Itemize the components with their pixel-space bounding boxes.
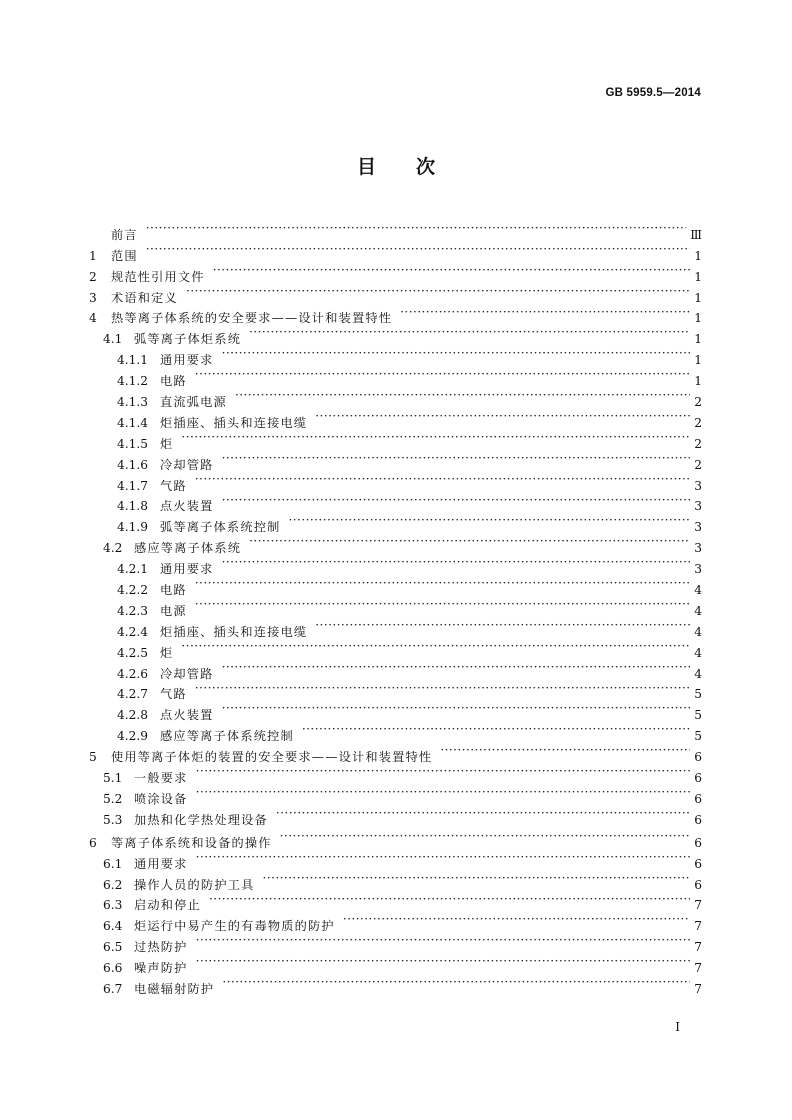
toc-leader-dots — [289, 510, 691, 531]
toc-entry-number: 3 — [89, 290, 97, 305]
toc-entry-label: 热等离子体系统的安全要求——设计和装置特性 — [111, 311, 393, 326]
toc-entry-number: 6.7 — [103, 981, 123, 996]
toc-entry-label: 一般要求 — [134, 771, 188, 786]
toc-entry-label: 气路 — [160, 687, 187, 702]
toc-leader-dots — [440, 740, 690, 761]
toc-leader-dots — [222, 972, 690, 993]
toc-leader-dots — [249, 531, 690, 552]
toc-entry-page: 1 — [694, 269, 702, 284]
toc-entry-page: 4 — [694, 583, 702, 598]
toc-leader-dots — [235, 385, 690, 406]
toc-entry-page: 6 — [694, 835, 702, 850]
toc-entry-label: 炬 — [160, 436, 174, 451]
toc-leader-dots — [195, 594, 690, 615]
toc-entry[interactable] — [89, 239, 702, 263]
toc-entry-number: 4.1.4 — [117, 415, 149, 430]
toc-entry-number: 5.1 — [103, 771, 123, 786]
toc-entry-label: 直流弧电源 — [160, 395, 227, 410]
toc-entry-label: 炬插座、插头和连接电缆 — [160, 624, 308, 639]
toc-entry-label: 气路 — [160, 478, 187, 493]
toc-entry-number: 4 — [89, 311, 97, 326]
toc-entry-page: 7 — [694, 898, 702, 913]
toc-entry-number: 4.2.2 — [117, 583, 149, 598]
toc-entry-page: 4 — [694, 603, 702, 618]
toc-leader-dots — [222, 698, 690, 719]
toc-entry-page: 5 — [694, 729, 702, 744]
toc-leader-dots — [222, 657, 690, 678]
toc-entry-page: 6 — [694, 877, 702, 892]
toc-entry-page: 1 — [694, 290, 702, 305]
toc-entry-label: 炬运行中易产生的有毒物质的防护 — [134, 919, 335, 934]
toc-entry-page: 1 — [694, 311, 702, 326]
toc-entry-label: 规范性引用文件 — [111, 269, 205, 284]
toc-entry-label: 电磁辐射防护 — [134, 981, 215, 996]
toc-entry-page: 5 — [694, 687, 702, 702]
toc-leader-dots — [222, 552, 690, 573]
toc-entry-page: 1 — [694, 332, 702, 347]
toc-leader-dots — [222, 343, 690, 364]
toc-entry-number: 4.2.6 — [117, 666, 149, 681]
table-of-contents — [89, 218, 702, 996]
toc-entry-page: 6 — [694, 750, 702, 765]
toc-leader-dots — [196, 761, 690, 782]
toc-entry-page: 2 — [694, 457, 702, 472]
toc-entry-page: 2 — [694, 436, 702, 451]
toc-entry[interactable] — [89, 427, 702, 451]
toc-entry-label: 前言 — [111, 227, 138, 242]
toc-entry-label: 通用要求 — [134, 856, 188, 871]
toc-entry-number: 4.1.5 — [117, 436, 149, 451]
toc-entry-number: 6.4 — [103, 919, 123, 934]
toc-entry-label: 点火装置 — [160, 708, 214, 723]
toc-entry-label: 弧等离子体系统控制 — [160, 520, 281, 535]
toc-entry-number: 4.2.8 — [117, 708, 149, 723]
toc-entry-number: 2 — [89, 269, 97, 284]
toc-entry-number: 4.2.3 — [117, 603, 149, 618]
toc-leader-dots — [263, 868, 691, 889]
toc-entry-label: 加热和化学热处理设备 — [134, 812, 268, 827]
toc-leader-dots — [186, 281, 690, 302]
toc-entry-number: 4.2.9 — [117, 729, 149, 744]
toc-entry-page: 4 — [694, 624, 702, 639]
toc-entry-page: 3 — [694, 562, 702, 577]
toc-leader-dots — [196, 782, 690, 803]
toc-entry[interactable] — [89, 448, 702, 472]
toc-entry-page: 3 — [694, 520, 702, 535]
toc-entry-label: 感应等离子体系统 — [134, 541, 242, 556]
toc-entry-label: 感应等离子体系统控制 — [160, 729, 294, 744]
toc-leader-dots — [315, 615, 690, 636]
toc-leader-dots — [343, 909, 690, 930]
toc-entry-label: 电源 — [160, 603, 187, 618]
toc-leader-dots — [315, 406, 690, 427]
toc-leader-dots — [222, 448, 690, 469]
toc-leader-dots — [195, 469, 690, 490]
toc-entry-page: 7 — [694, 981, 702, 996]
toc-entry-number: 4.2.7 — [117, 687, 149, 702]
toc-entry-page: 3 — [694, 499, 702, 514]
toc-entry-label: 炬 — [160, 645, 174, 660]
toc-entry-page: 6 — [694, 771, 702, 786]
toc-leader-dots — [276, 803, 690, 824]
toc-entry-label: 范围 — [111, 248, 138, 263]
toc-entry-label: 冷却管路 — [160, 666, 214, 681]
toc-leader-dots — [181, 427, 690, 448]
toc-entry-number: 6.3 — [103, 898, 123, 913]
toc-leader-dots — [302, 719, 690, 740]
toc-leader-dots — [196, 951, 690, 972]
toc-leader-dots — [195, 364, 690, 385]
toc-entry-page: 7 — [694, 940, 702, 955]
toc-entry-number: 4.1.8 — [117, 499, 149, 514]
toc-leader-dots — [146, 218, 686, 239]
toc-leader-dots — [213, 260, 690, 281]
toc-entry-label: 电路 — [160, 583, 187, 598]
toc-leader-dots — [196, 930, 690, 951]
toc-entry-number: 4.2.1 — [117, 562, 149, 577]
toc-entry-label: 通用要求 — [160, 353, 214, 368]
toc-entry-label: 炬插座、插头和连接电缆 — [160, 415, 308, 430]
toc-entry-page: 7 — [694, 919, 702, 934]
toc-entry-label: 过热防护 — [134, 940, 188, 955]
toc-entry-label: 使用等离子体炬的装置的安全要求——设计和装置特性 — [111, 750, 433, 765]
toc-leader-dots — [181, 636, 690, 657]
toc-entry-label: 喷涂设备 — [134, 791, 188, 806]
page-number: I — [675, 1020, 680, 1034]
toc-entry-page: 6 — [694, 791, 702, 806]
toc-leader-dots — [222, 490, 690, 511]
page-title — [0, 152, 792, 179]
toc-entry[interactable] — [89, 302, 702, 326]
toc-entry-number: 4.1.9 — [117, 520, 149, 535]
toc-entry-number: 4.2.4 — [117, 624, 149, 639]
toc-entry-page: 2 — [694, 395, 702, 410]
toc-leader-dots — [146, 239, 690, 260]
toc-entry-number: 6.6 — [103, 961, 123, 976]
toc-entry-page: 1 — [694, 353, 702, 368]
toc-entry-number: 4.1 — [103, 332, 123, 347]
toc-leader-dots — [249, 322, 690, 343]
toc-entry-number: 1 — [89, 248, 97, 263]
toc-entry-page: 3 — [694, 478, 702, 493]
toc-entry-number: 6 — [89, 835, 97, 850]
toc-entry-number: 4.1.3 — [117, 395, 149, 410]
toc-leader-dots — [280, 826, 690, 847]
toc-entry-page: 3 — [694, 541, 702, 556]
toc-entry-page: 2 — [694, 415, 702, 430]
toc-entry-page: 4 — [694, 645, 702, 660]
toc-leader-dots — [400, 302, 690, 323]
toc-leader-dots — [195, 678, 690, 699]
toc-entry-label: 冷却管路 — [160, 457, 214, 472]
toc-leader-dots — [209, 889, 690, 910]
toc-entry-number: 5.3 — [103, 812, 123, 827]
toc-entry-label: 等离子体系统和设备的操作 — [111, 835, 272, 850]
toc-entry[interactable] — [89, 657, 702, 681]
toc-entry-page: 6 — [694, 856, 702, 871]
title-char-2: 次 — [416, 156, 436, 178]
toc-entry-label: 术语和定义 — [111, 290, 178, 305]
toc-entry-page: 5 — [694, 708, 702, 723]
toc-entry-page: 1 — [694, 248, 702, 263]
toc-entry[interactable] — [89, 218, 702, 242]
toc-entry-number: 5.2 — [103, 791, 123, 806]
title-char-1: 目 — [356, 156, 376, 178]
toc-entry-label: 启动和停止 — [134, 898, 201, 913]
toc-entry-number: 4.1.1 — [117, 353, 149, 368]
toc-entry-label: 弧等离子体炬系统 — [134, 332, 242, 347]
toc-entry-number: 4.1.7 — [117, 478, 149, 493]
toc-entry-page: 4 — [694, 666, 702, 681]
toc-leader-dots — [196, 847, 690, 868]
toc-entry-number: 6.1 — [103, 856, 123, 871]
toc-entry[interactable] — [89, 636, 702, 660]
toc-entry-page: 1 — [694, 374, 702, 389]
toc-entry-label: 操作人员的防护工具 — [134, 877, 255, 892]
toc-entry-label: 噪声防护 — [134, 961, 188, 976]
toc-entry-number: 5 — [89, 750, 97, 765]
toc-entry-label: 电路 — [160, 374, 187, 389]
toc-entry-label: 通用要求 — [160, 562, 214, 577]
toc-entry-label: 点火装置 — [160, 499, 214, 514]
toc-entry-number: 6.2 — [103, 877, 123, 892]
toc-leader-dots — [195, 573, 690, 594]
standard-code: GB 5959.5—2014 — [605, 87, 701, 99]
toc-entry-number: 4.2.5 — [117, 645, 149, 660]
toc-entry-page: 6 — [694, 812, 702, 827]
toc-entry-number: 4.1.6 — [117, 457, 149, 472]
toc-entry[interactable] — [89, 260, 702, 284]
toc-entry-page: Ⅲ — [690, 227, 702, 242]
toc-entry-number: 4.2 — [103, 541, 123, 556]
toc-entry-page: 7 — [694, 961, 702, 976]
toc-entry-number: 6.5 — [103, 940, 123, 955]
toc-entry-number: 4.1.2 — [117, 374, 149, 389]
